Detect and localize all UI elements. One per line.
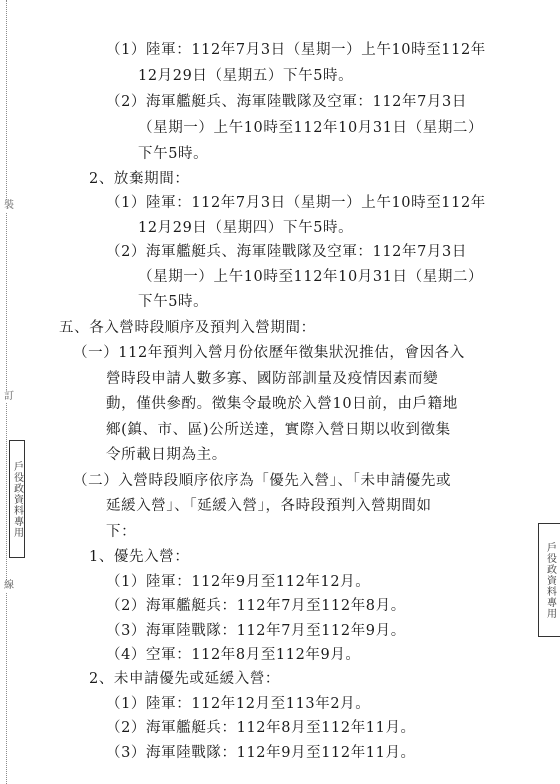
- text-line: （1）陸軍：112年7月3日（星期一）上午10時至112年: [106, 42, 486, 58]
- text-line: （3）海軍陸戰隊：112年7月至112年9月。: [106, 623, 406, 639]
- section-heading: 2、放棄期間：: [89, 171, 190, 187]
- text-line: （星期一）上午10時至112年10月31日（星期二）: [138, 120, 484, 136]
- text-line: （星期一）上午10時至112年10月31日（星期二）: [138, 269, 484, 285]
- household-data-stamp-right: 戶役政資料專用: [538, 523, 560, 637]
- text-line: （4）空軍：112年8月至112年9月。: [106, 647, 361, 663]
- binding-mark-xian: 線: [4, 580, 14, 591]
- text-line: 下午5時。: [138, 294, 209, 310]
- text-line: （2）海軍艦艇兵：112年8月至112年11月。: [106, 720, 416, 736]
- text-line: 延緩入營」、「延緩入營」，各時段預判入營期間如: [106, 498, 432, 514]
- text-line: （2）海軍艦艇兵、海軍陸戰隊及空軍：112年7月3日: [106, 94, 467, 110]
- text-line: 營時段申請人數多寡、國防部訓量及疫情因素而變: [106, 371, 439, 387]
- text-line: 12月29日（星期四）下午5時。: [138, 220, 354, 236]
- text-line: 令所載日期為主。: [106, 447, 227, 463]
- section-heading: 五、各入營時段順序及預判入營期間：: [59, 320, 316, 336]
- text-line: 動，僅供參酌。徵集令最晚於入營10日前，由戶籍地: [106, 396, 458, 412]
- text-line: 12月29日（星期五）下午5時。: [138, 68, 354, 84]
- household-data-stamp-left: 戶役政資料專用: [9, 440, 25, 558]
- text-line: （一）112年預判入營月份依歷年徵集狀況推估，會因各入: [73, 345, 465, 361]
- text-line: （2）海軍艦艇兵、海軍陸戰隊及空軍：112年7月3日: [106, 244, 467, 260]
- text-line: （3）海軍陸戰隊：112年9月至112年11月。: [106, 745, 416, 761]
- text-line: （二）入營時段順序依序為「優先入營」、「未申請優先或: [73, 473, 452, 489]
- binding-mark-zhuang: 裝: [4, 200, 14, 211]
- binding-mark-ding: 訂: [4, 391, 14, 402]
- text-line: （2）海軍艦艇兵：112年7月至112年8月。: [106, 598, 406, 614]
- section-heading: 1、優先入營：: [89, 549, 190, 565]
- text-line: （1）陸軍：112年7月3日（星期一）上午10時至112年: [106, 195, 486, 211]
- section-heading: 2、未申請優先或延緩入營：: [89, 671, 281, 687]
- text-line: 下：: [106, 524, 137, 540]
- text-line: 鄉(鎮、市、區)公所送達，實際入營日期以收到徵集: [106, 422, 451, 438]
- text-line: （1）陸軍：112年9月至112年12月。: [106, 574, 371, 590]
- text-line: 下午5時。: [138, 146, 209, 162]
- text-line: （1）陸軍：112年12月至113年2月。: [106, 696, 371, 712]
